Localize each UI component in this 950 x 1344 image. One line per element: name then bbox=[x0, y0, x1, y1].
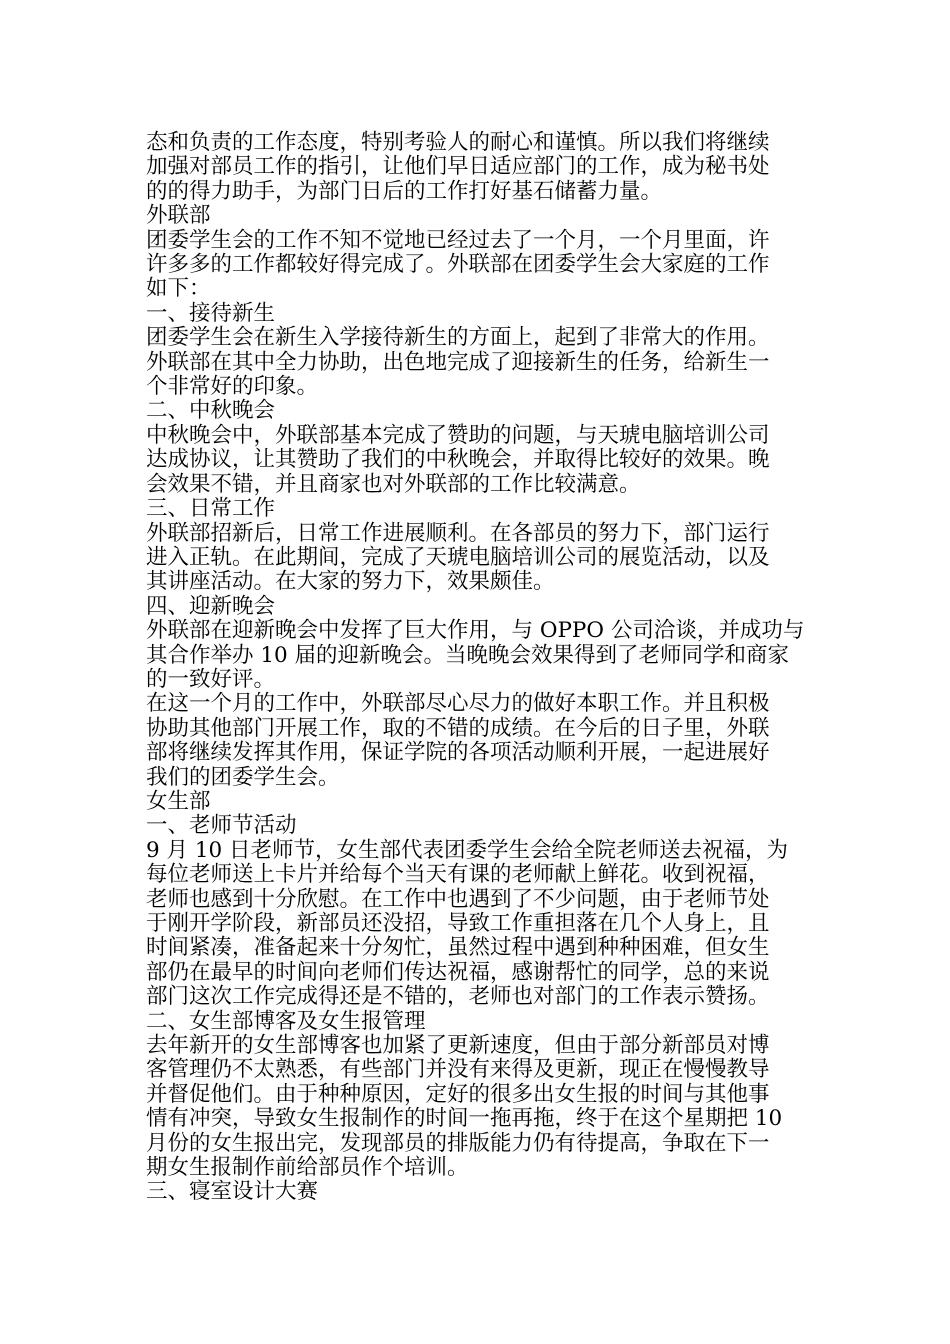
paragraph-line: 加强对部员工作的指引，让他们早日适应部门的工作，成为秘书处 bbox=[146, 154, 770, 180]
paragraph-line: 部仍在最早的时间向老师们传达祝福，感谢帮忙的同学，总的来说 bbox=[146, 959, 770, 985]
paragraph-line: 时间紧凑，准备起来十分匆忙，虽然过程中遇到种种困难，但女生 bbox=[146, 935, 770, 961]
paragraph-line: 的的得力助手，为部门日后的工作打好基石储蓄力量。 bbox=[146, 178, 663, 204]
paragraph-line: 期女生报制作前给部员作个培训。 bbox=[146, 1155, 469, 1181]
paragraph-line: 达成协议，让其赞助了我们的中秋晚会，并取得比较好的效果。晚 bbox=[146, 447, 770, 473]
paragraph-line: 外联部招新后，日常工作进展顺利。在各部员的努力下，部门运行 bbox=[146, 520, 770, 546]
section-heading-waillianbu: 外联部 bbox=[146, 203, 211, 229]
paragraph-line: 如下： bbox=[146, 276, 211, 302]
paragraph-line: 在这一个月的工作中，外联部尽心尽力的做好本职工作。并且积极 bbox=[146, 691, 770, 717]
paragraph-line: 个非常好的印象。 bbox=[146, 374, 319, 400]
paragraph-line: 团委学生会在新生入学接待新生的方面上，起到了非常大的作用。 bbox=[146, 325, 770, 351]
paragraph-line: 部将继续发挥其作用，保证学院的各项活动顺利开展，一起进展好 bbox=[146, 740, 770, 766]
paragraph-line: 其合作举办 10 届的迎新晚会。当晚晚会效果得到了老师同学和商家 bbox=[146, 642, 790, 668]
subsection-heading: 四、迎新晚会 bbox=[146, 593, 276, 619]
paragraph-line: 客管理仍不太熟悉，有些部门并没有来得及更新，现正在慢慢教导 bbox=[146, 1057, 770, 1083]
paragraph-line: 每位老师送上卡片并给每个当天有课的老师献上鲜花。收到祝福， bbox=[146, 862, 770, 888]
subsection-heading: 二、中秋晚会 bbox=[146, 398, 276, 424]
paragraph-line: 于刚开学阶段，新部员还没招，导致工作重担落在几个人身上，且 bbox=[146, 911, 770, 936]
paragraph-line: 态和负责的工作态度，特别考验人的耐心和谨慎。所以我们将继续 bbox=[146, 130, 770, 155]
paragraph-line: 外联部在其中全力协助，出色地完成了迎接新生的任务，给新生一 bbox=[146, 349, 770, 375]
paragraph-line: 部门这次工作完成得还是不错的，老师也对部门的工作表示赞扬。 bbox=[146, 984, 770, 1010]
paragraph-line: 月份的女生报出完，发现部员的排版能力仍有待提高，争取在下一 bbox=[146, 1130, 770, 1156]
paragraph-line: 情有冲突，导致女生报制作的时间一拖再拖，终于在这个星期把 10 bbox=[146, 1106, 783, 1132]
paragraph-line: 我们的团委学生会。 bbox=[146, 764, 340, 790]
paragraph-line: 许多多的工作都较好得完成了。外联部在团委学生会大家庭的工作 bbox=[146, 252, 770, 278]
subsection-heading: 三、日常工作 bbox=[146, 496, 276, 522]
paragraph-line: 老师也感到十分欣慰。在工作中也遇到了不少问题，由于老师节处 bbox=[146, 886, 770, 912]
subsection-heading: 一、接待新生 bbox=[146, 300, 276, 326]
paragraph-line: 中秋晚会中，外联部基本完成了赞助的问题，与天琥电脑培训公司 bbox=[146, 422, 770, 448]
paragraph-line: 的一致好评。 bbox=[146, 666, 276, 692]
subsection-heading: 一、老师节活动 bbox=[146, 813, 297, 839]
paragraph-line: 外联部在迎新晚会中发挥了巨大作用，与 OPPO 公司洽谈，并成功与 bbox=[146, 618, 805, 644]
paragraph-line: 团委学生会的工作不知不觉地已经过去了一个月，一个月里面，许 bbox=[146, 227, 770, 253]
paragraph-line: 其讲座活动。在大家的努力下，效果颇佳。 bbox=[146, 569, 555, 595]
paragraph-line: 9 月 10 日老师节，女生部代表团委学生会给全院老师送去祝福，为 bbox=[146, 837, 789, 863]
paragraph-line: 去年新开的女生部博客也加紧了更新速度，但由于部分新部员对博 bbox=[146, 1033, 770, 1059]
paragraph-line: 并督促他们。由于种种原因，定好的很多出女生报的时间与其他事 bbox=[146, 1081, 770, 1107]
subsection-heading: 二、女生部博客及女生报管理 bbox=[146, 1008, 426, 1034]
subsection-heading: 三、寝室设计大赛 bbox=[146, 1179, 319, 1205]
paragraph-line: 协助其他部门开展工作，取的不错的成绩。在今后的日子里，外联 bbox=[146, 715, 770, 741]
paragraph-line: 会效果不错，并且商家也对外联部的工作比较满意。 bbox=[146, 471, 641, 497]
section-heading-nvshengbu: 女生部 bbox=[146, 788, 211, 814]
document-body bbox=[146, 131, 806, 1205]
paragraph-line: 进入正轨。在此期间，完成了天琥电脑培训公司的展览活动，以及 bbox=[146, 544, 770, 570]
